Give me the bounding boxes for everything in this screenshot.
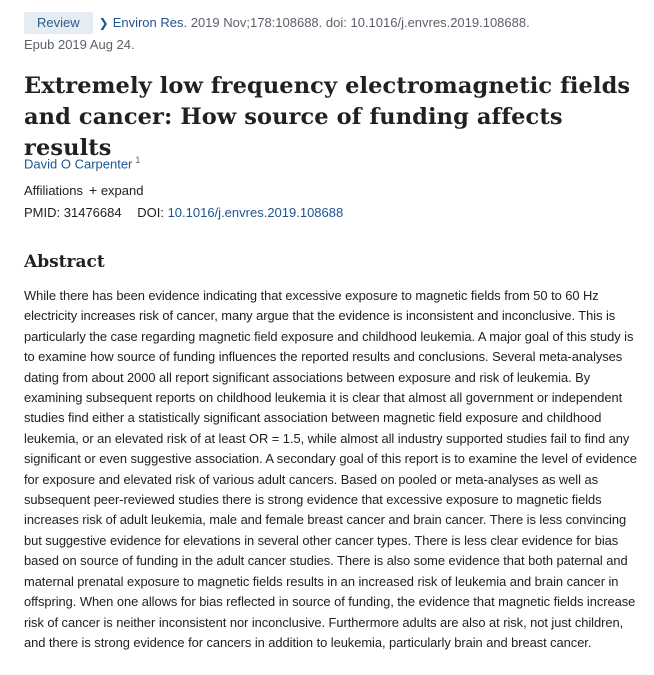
epub-date: Epub 2019 Aug 24. (24, 37, 135, 52)
doi-label: DOI: (137, 205, 164, 220)
abstract-text: While there has been evidence indicating that excessive exposure to magnetic fields from 50 to 60 Hz electricity increases risk of cancer, many argue that the evidence is inconsistent and inconclusive. This is particularly the case regarding magnetic field exposure and childhood leukemia. A major goal of this study is to examine how source of funding influences the reported results and conclusions. Several meta-analyses dating from about 2000 all report significant associations between exposure and risk of leukemia. By examining subsequent reports on childhood leukemia it is clear that almost all government or independent studies find either a statistically significant association between magnetic field exposure and childhood leukemia, or an elevated risk of at least OR = 1.5, while almost all industry supported studies fail to find any significant or even suggestive association. A secondary goal of this report is to examine the level of evidence for exposure and elevated risk of various adult cancers. Based on pooled or meta-analyses as well as subsequent peer-reviewed studies there is strong evidence that excessive exposure to magnetic fields increases risk of adult leukemia, male and female breast cancer and brain cancer. There is less convincing but suggestive evidence for elevations in several other cancer types. There is less clear evidence for bias based on source of funding in the adult cancer studies. There is also some evidence that both paternal and maternal prenatal exposure to magnetic fields results in an increased risk of leukemia and brain cancer in offspring. When one allows for bias reflected in source of funding, the evidence that magnetic fields increase risk of cancer is neither inconsistent nor inconclusive. Furthermore adults are also at risk, not just children, and there is strong evidence for cancers in addition to leukemia, particularly brain and breast cancer. (24, 288, 637, 650)
chevron-right-icon: ❯ (98, 16, 109, 30)
publication-type-badge[interactable]: Review (24, 12, 93, 34)
expand-label[interactable]: expand (100, 183, 144, 198)
affiliations-toggle[interactable] (24, 180, 143, 201)
article-title: Extremely low frequency electromagnetic fields and cancer: How source of funding affects results (24, 73, 631, 161)
pmid-label: PMID: (24, 205, 61, 220)
citation-meta (24, 12, 644, 56)
affiliation-ref[interactable]: 1 (135, 155, 141, 165)
abstract-heading: Abstract (24, 252, 105, 272)
author-list (24, 150, 140, 174)
identifiers (24, 203, 343, 223)
citation-details: 2019 Nov;178:108688. doi: 10.1016/j.envres.2019.108688. (187, 15, 530, 30)
author-link[interactable]: David O Carpenter (24, 156, 133, 172)
pmid-value: 31476684 (63, 205, 122, 220)
doi-link[interactable]: 10.1016/j.envres.2019.108688 (167, 205, 344, 220)
journal-link[interactable]: Environ Res. (112, 15, 188, 30)
plus-icon: + (89, 182, 98, 198)
affiliations-label: Affiliations (24, 183, 84, 198)
